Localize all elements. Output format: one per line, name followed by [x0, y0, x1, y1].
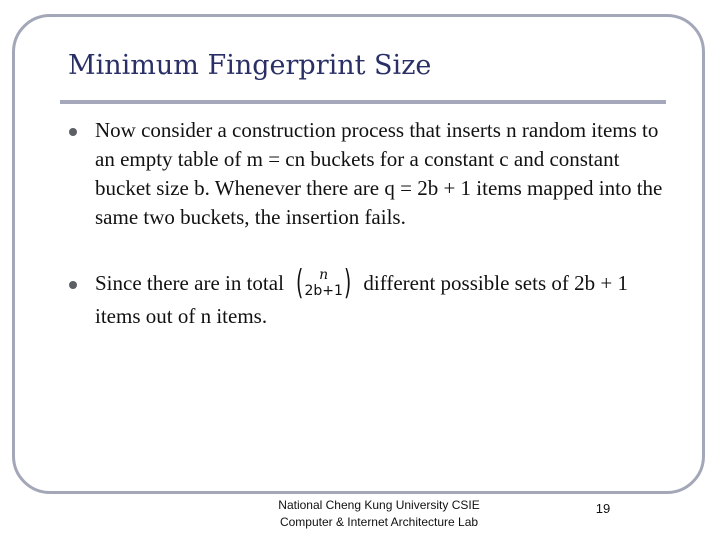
title-underline	[60, 100, 666, 104]
bullet-item-1: Now consider a construction process that inserts n random items to an empty table of m = cn buckets for a constant c and constant bucket size b. Whenever there are q = 2b + 1 items mapped into the same two buckets, the insertion fails.	[95, 118, 663, 229]
bullet-dot-icon	[69, 281, 77, 289]
left-paren-icon: (	[296, 263, 304, 303]
right-paren-icon: )	[343, 263, 352, 303]
footer-line-2: Computer & Internet Architecture Lab	[279, 515, 479, 529]
binomial-top: n	[319, 267, 329, 283]
bullet-2-text-before: Since there are in total	[95, 270, 284, 295]
bullet-2-text-after: different possible sets of 2b + 1 items out of n items.	[95, 270, 628, 328]
slide-frame	[12, 14, 705, 494]
binomial-bottom: 2b+1	[304, 283, 343, 299]
bullet-item-2	[95, 263, 665, 331]
bullet-dot-icon	[69, 128, 77, 136]
footer-institution	[240, 497, 518, 531]
footer-line-1: National Cheng Kung University CSIE	[278, 498, 480, 512]
page-number: 19	[595, 501, 611, 516]
binomial-coefficient	[293, 263, 354, 303]
slide-title: Minimum Fingerprint Size	[68, 50, 432, 81]
